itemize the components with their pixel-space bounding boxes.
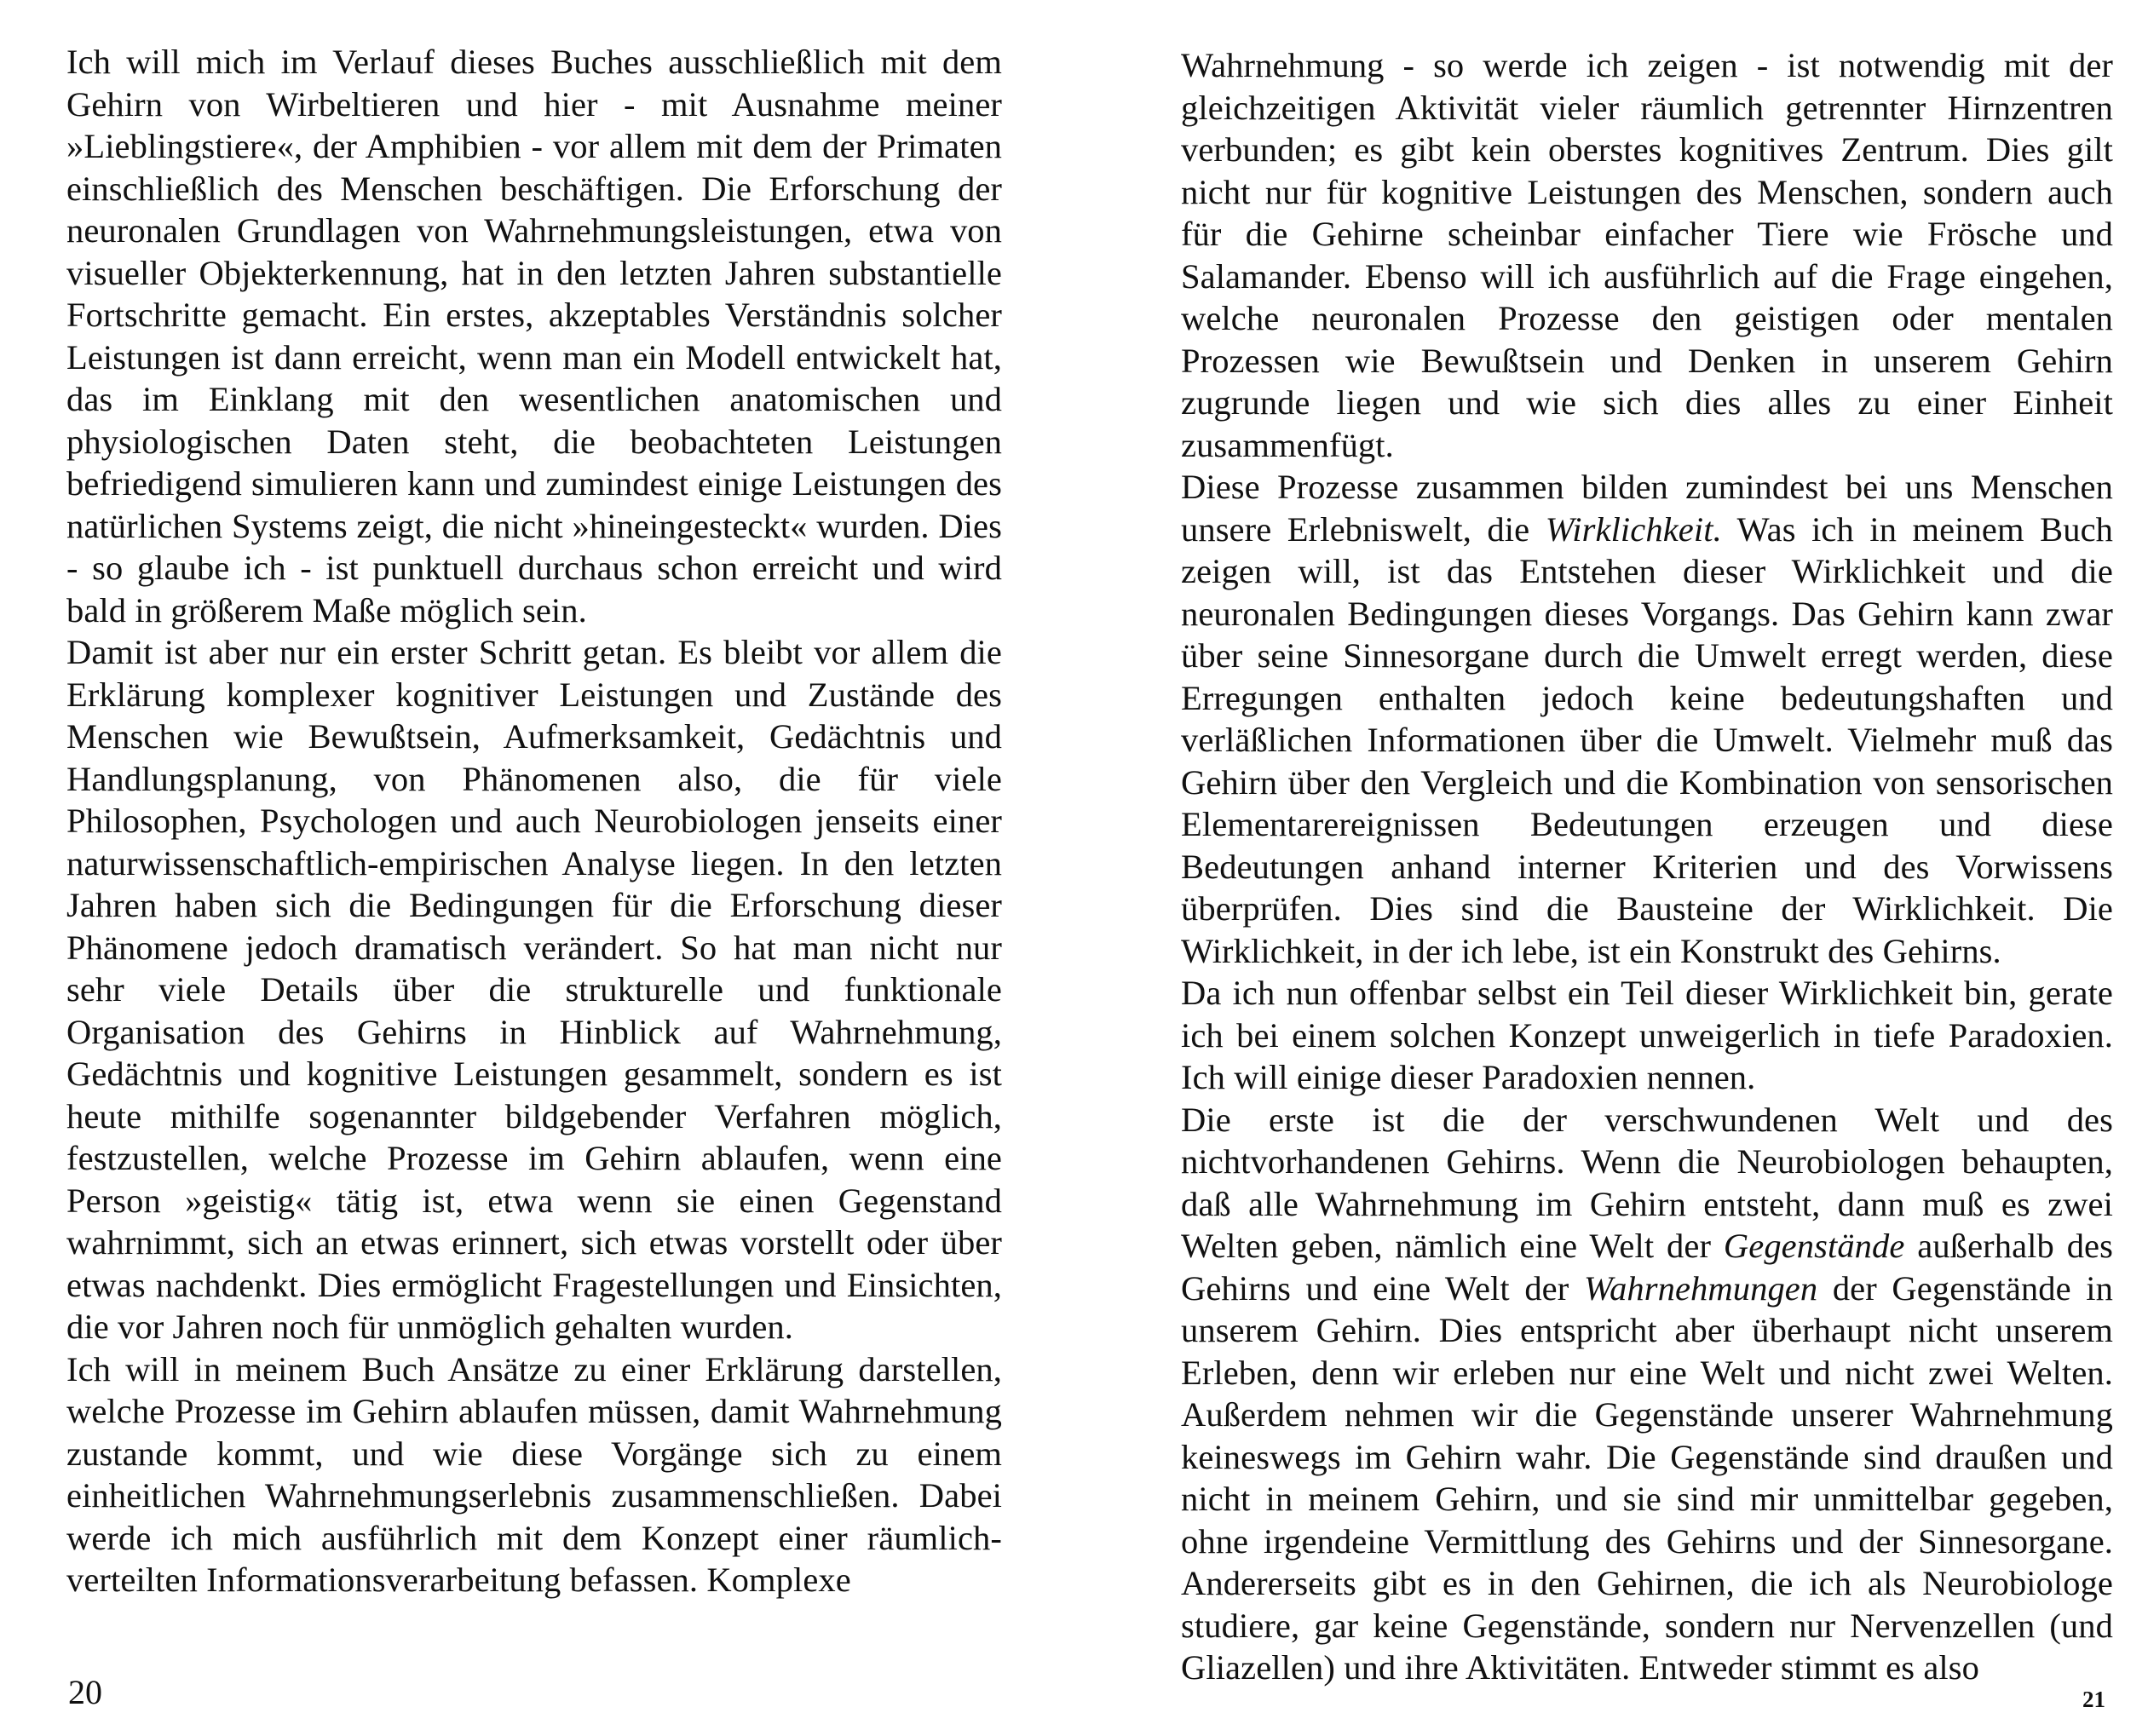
paragraph <box>1181 466 2113 972</box>
text-run: außerhalb des Gehirns und eine Welt der <box>1181 1227 2113 1308</box>
text-run: der Gegenstände in unserem Gehirn. Dies entspricht aber überhaupt nicht unserem Erleben, denn wir erleben nur eine Welt und nicht zwei Welten. Außerdem nehmen wir die Gegenstände unserer Wahrnehmung keineswegs im Gehirn wahr. Die Gegenstände sind draußen und nicht in meinem Gehirn, und sie sind mir unmittelbar gegeben, ohne irgendeine Vermittlung des Gehirns und der Sinnesorgane. Andererseits gibt es in den Gehirnen, die ich als Neurobiologe studiere, gar keine Gegenstände, sondern nur Nervenzellen (und Gliazellen) und ihre Aktivitäten. Entweder stimmt es also <box>1181 1268 2113 1687</box>
text-run: Die erste ist die der verschwundenen Welt und des nichtvorhandenen Gehirns. Wenn die Neurobiologen behaupten, daß alle Wahrnehmung im Gehirn entsteht, dann muß es zwei Welten geben, nämlich eine Welt der <box>1181 1100 2113 1265</box>
text-run: Diese Prozesse zusammen bilden zumindest bei uns Menschen unsere Erlebniswelt, die <box>1181 468 2113 549</box>
text-run: Wahrnehmung - so werde ich zeigen - ist notwendig mit der gleichzeitigen Aktivität vieler räumlich getrennter Hirnzentren verbunden; es gibt kein oberstes kognitives Zentrum. Dies gilt nicht nur für kognitive Leistungen des Menschen, sondern auch für die Gehirne scheinbar einfacher Tiere wie Frösche und Salamander. Ebenso will ich ausführlich auf die Frage eingehen, welche neuronalen Prozesse den geistigen oder mentalen Prozessen wie Bewußtsein und Denken in unserem Gehirn zugrunde liegen und wie sich dies alles zu einer Einheit zusammenfügt. <box>1181 46 2113 464</box>
page-number: 21 <box>2082 1687 2105 1712</box>
paragraph <box>66 1348 1002 1601</box>
text-run: Ich will mich im Verlauf dieses Buches ausschließlich mit dem Gehirn von Wirbeltieren und hier - mit Ausnahme meiner »Lieblingstiere«, der Amphibien - vor allem mit dem der Primaten einschließlich des Menschen beschäftigen. Die Erforschung der neuronalen Grundlagen von Wahrnehmungsleistungen, etwa von visueller Objekterkennung, hat in den letzten Jahren substantielle Fortschritte gemacht. Ein erstes, akzeptables Verständnis solcher Leistungen ist dann erreicht, wenn man ein Modell entwickelt hat, das im Einklang mit den wesentlichen anatomischen und physiologischen Daten steht, die beobachteten Leistungen befriedigend simulieren kann und zumindest einige Leistungen des natürlichen Systems zeigt, die nicht »hineingesteckt« wurden. Dies - so glaube ich - ist punktuell durchaus schon erreicht und wird bald in größerem Maße möglich sein. <box>66 43 1002 629</box>
text-run: Ich will in meinem Buch Ansätze zu einer Erklärung darstellen, welche Prozesse im Gehirn ablaufen müssen, damit Wahrnehmung zustande kommt, und wie diese Vorgänge sich zu einem einheitlichen Wahrnehmungserlebnis zusammenschließen. Dabei werde ich mich ausführlich mit dem Konzept einer räumlich-verteilten Informationsverarbeitung befassen. Komplexe <box>66 1349 1002 1599</box>
italic-term: Gegenstände <box>1723 1227 1905 1265</box>
page-number: 20 <box>68 1673 102 1711</box>
italic-term: Wirklichkeit. <box>1545 509 1722 549</box>
right-page-body <box>1181 44 2113 1689</box>
paragraph <box>1181 972 2113 1099</box>
text-run: Was ich in meinem Buch zeigen will, ist das Entstehen dieser Wirklichkeit und die neuronalen Bedingungen dieses Vorgangs. Das Gehirn kann zwar über seine Sinnesorgane durch die Umwelt erregt werden, diese Erregungen enthalten jedoch keine bedeutungshaften und verläßlichen Informationen über die Umwelt. Vielmehr muß das Gehirn über den Vergleich und die Kombination von sensorischen Elementarereignissen Bedeutungen erzeugen und diese Bedeutungen anhand interner Kriterien und des Vorwissens überprüfen. Dies sind die Bausteine der Wirklichkeit. Die Wirklichkeit, in der ich lebe, ist ein Konstrukt des Gehirns. <box>1181 509 2113 970</box>
left-page-body <box>66 41 1002 1601</box>
right-page <box>1074 0 2148 1736</box>
paragraph <box>66 631 1002 1348</box>
italic-term: Wahrnehmungen <box>1583 1268 1818 1308</box>
paragraph <box>66 41 1002 631</box>
paragraph <box>1181 44 2113 466</box>
text-run: Da ich nun offenbar selbst ein Teil dieser Wirklichkeit bin, gerate ich bei einem solchen Konzept unweigerlich in tiefe Paradoxien. Ich will einige dieser Paradoxien nennen. <box>1181 974 2113 1096</box>
paragraph <box>1181 1099 2113 1689</box>
text-run: Damit ist aber nur ein erster Schritt getan. Es bleibt vor allem die Erklärung komplexer kognitiver Leistungen und Zustände des Menschen wie Bewußtsein, Aufmerksamkeit, Gedächtnis und Handlungsplanung, von Phänomenen also, die für viele Philosophen, Psychologen und auch Neurobiologen jenseits einer naturwissenschaftlich-empirischen Analyse liegen. In den letzten Jahren haben sich die Bedingungen für die Erforschung dieser Phänomene jedoch dramatisch verändert. So hat man nicht nur sehr viele Details über die strukturelle und funktionale Organisation des Gehirns in Hinblick auf Wahrnehmung, Gedächtnis und kognitive Leistungen gesammelt, sondern es ist heute mithilfe sogenannter bildgebender Verfahren möglich, festzustellen, welche Prozesse im Gehirn ablaufen, wenn eine Person »geistig« tätig ist, etwa wenn sie einen Gegenstand wahrnimmt, sich an etwas erinnert, sich etwas vorstellt oder über etwas nachdenkt. Dies ermöglicht Fragestellungen und Einsichten, die vor Jahren noch für unmöglich gehalten wurden. <box>66 633 1002 1346</box>
